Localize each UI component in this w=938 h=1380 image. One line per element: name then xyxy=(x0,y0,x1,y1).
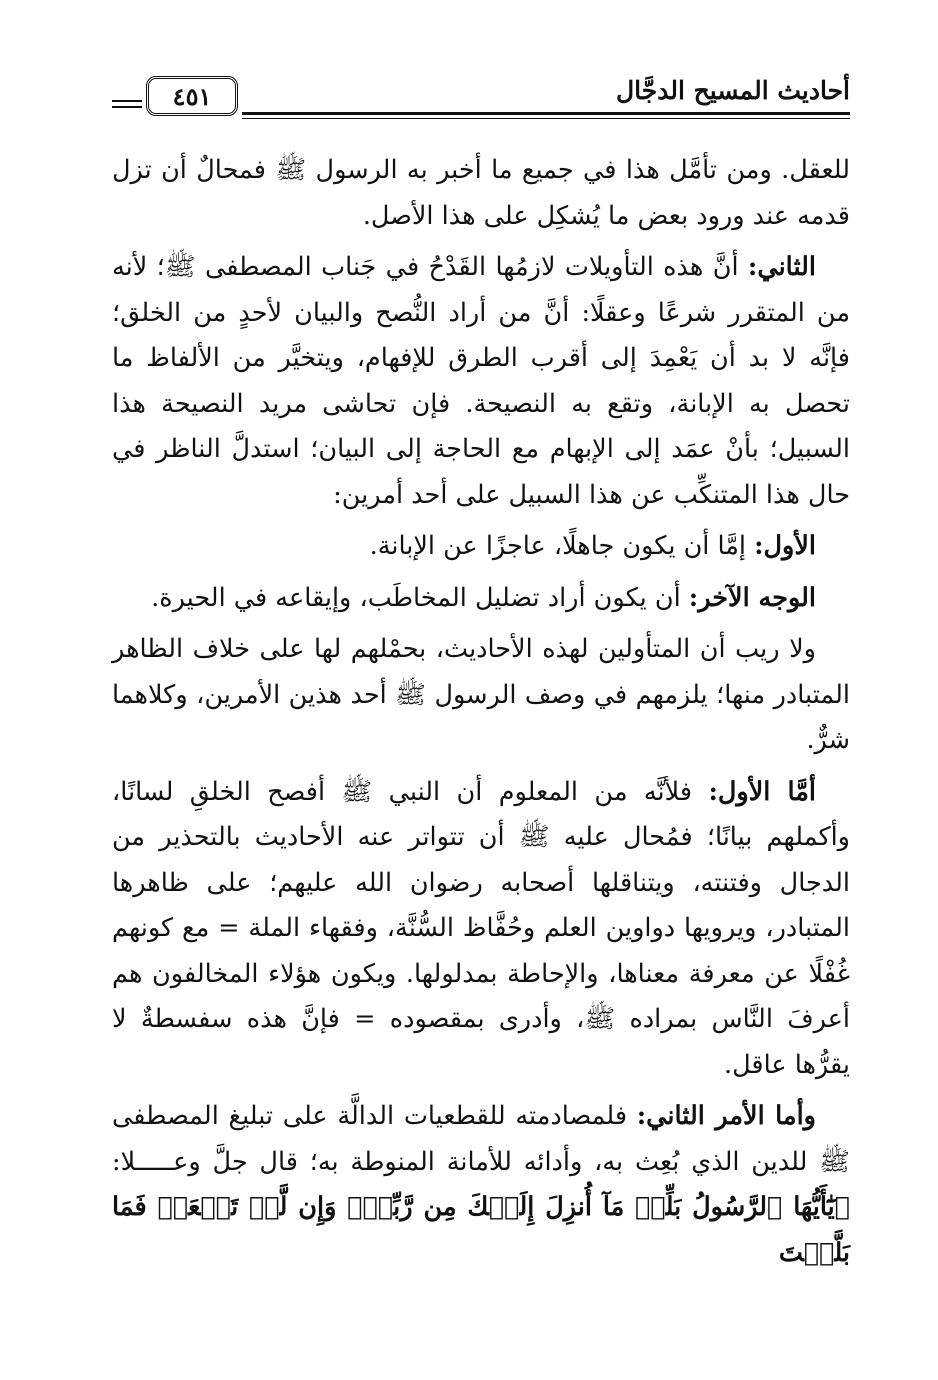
paragraph-label: أمَّا الأول: xyxy=(708,776,816,807)
header-rule-left-bottom xyxy=(112,106,142,108)
paragraph-text: فلمصادمته للقطعيات الدالَّة على تبليغ المصطفى ﷺ للدين الذي بُعِث به، وأدائه للأمانة المنوطة به؛ قال جلَّ وعـــــلا: xyxy=(112,1101,850,1177)
page-body xyxy=(112,148,850,1282)
page-number: ٤٥١ xyxy=(146,76,238,116)
paragraph-text: إمَّا أن يكون جاهلًا، عاجزًا عن الإبانة. xyxy=(369,531,755,561)
paragraph-5 xyxy=(112,627,850,764)
paragraph-2 xyxy=(112,245,850,518)
paragraph-label: الأول: xyxy=(754,531,816,561)
paragraph-text: أن يكون أراد تضليل المخاطَب، وإيقاعه في الحيرة. xyxy=(151,582,689,613)
paragraph-1 xyxy=(112,148,850,239)
paragraph-text: أنَّ هذه التأويلات لازمُها القَدْحُ في جَناب المصطفى ﷺ؛ لأنه من المتقرر شرعًا وعقلًا: أنَّ من أراد النُّصح والبيان لأحدٍ من الخلق؛ فإنَّه لا بد أن يَعْمِدَ إلى أقرب الطرق للإفهام، ويتخيَّر من الألفاظ ما تحصل به الإبانة، وتقع به النصيحة. فإن تحاشى مريد النصيحة هذا السبيل؛ بأنْ عمَد إلى الإبهام مع الحاجة إلى البيان؛ استدلَّ الناظر في حال هذا المتنكِّب عن هذا السبيل على أحد أمرين: xyxy=(112,252,850,510)
paragraph-text: فلأنَّه من المعلوم أن النبي ﷺ أفصح الخلقِ لسانًا، وأكملهم بيانًا؛ فمُحال عليه ﷺ أن تتواتر عنه الأحاديث بالتحذير من الدجال وفتنته، ويتناقلها أصحابه رضوان الله عليهم؛ على ظاهرها المتبادر، ويرويها دواوين العلم وحُفَّاظ السُّنَّة، وفقهاء الملة = مع كونهم غُفْلًا عن معرفة معناها، والإحاطة بمدلولها. ويكون هؤلاء المخالفون هم أعرفَ النَّاس بمراده ﷺ، وأدرى بمقصوده = فإنَّ هذه سفسطةٌ لا يقرُّها عاقل. xyxy=(112,776,850,1080)
paragraph-6 xyxy=(112,770,850,1089)
paragraph-3 xyxy=(112,524,850,570)
paragraph-label: الوجه الآخر: xyxy=(688,582,816,613)
header-rule-left-top xyxy=(112,100,142,102)
paragraph-label: وأما الأمر الثاني: xyxy=(636,1101,816,1131)
running-title: أحاديث المسيح الدجَّال xyxy=(616,76,850,105)
paragraph-4 xyxy=(112,576,850,622)
paragraph-text: ولا ريب أن المتأولين لهذه الأحاديث، بحمْلهم لها على خلاف الظاهر المتبادر منها؛ يلزمهم في وصف الرسول ﷺ أحد هذين الأمرين، وكلاهما شرٌّ. xyxy=(112,634,850,755)
paragraph-7 xyxy=(112,1094,850,1276)
quran-verse: ﴿يَٰٓأَيُّهَا ٱلرَّسُولُ بَلِّغۡ مَآ أُنزِلَ إِلَيۡكَ مِن رَّبِّكَۖ وَإِن لَّمۡ تَفۡعَلۡ فَمَا بَلَّغۡتَ xyxy=(112,1192,850,1268)
header-rule-thick xyxy=(242,112,850,115)
header-rule-thin xyxy=(242,118,850,119)
paragraph-text: للعقل. ومن تأمَّل هذا في جميع ما أخبر به الرسول ﷺ فمحالٌ أن تزل قدمه عند ورود بعض ما يُشكِل على هذا الأصل. xyxy=(112,155,850,231)
paragraph-label: الثاني: xyxy=(747,252,816,282)
page-header xyxy=(112,70,850,130)
